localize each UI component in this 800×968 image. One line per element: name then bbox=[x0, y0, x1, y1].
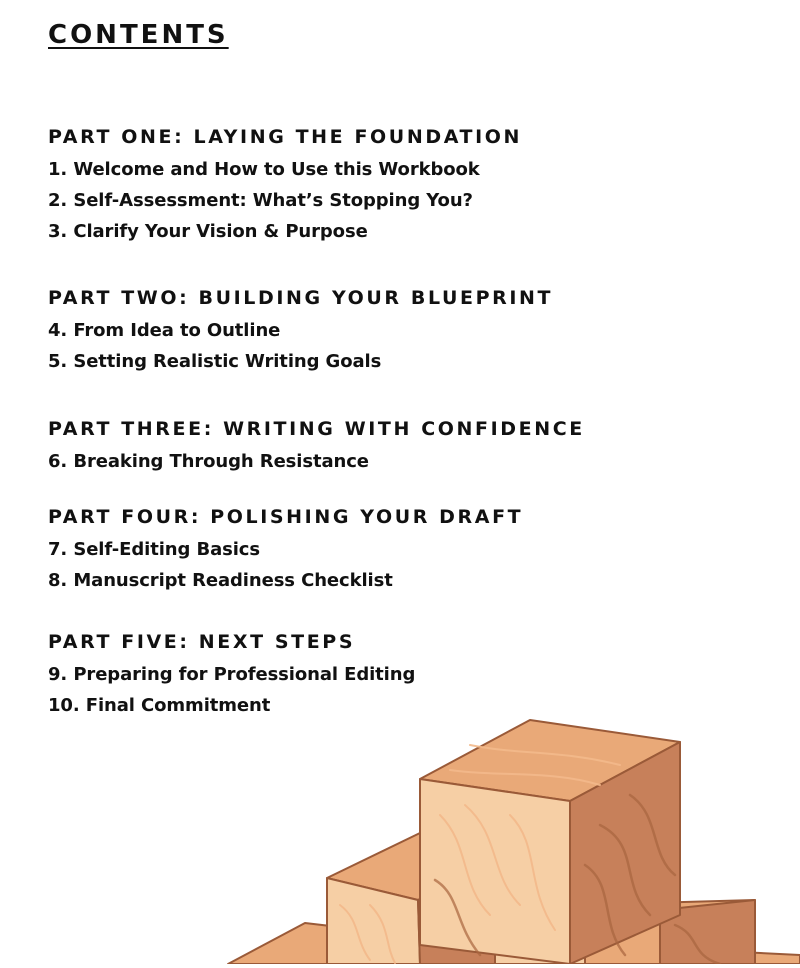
toc-item-6[interactable]: 6. Breaking Through Resistance bbox=[48, 451, 369, 472]
part-four-heading: PART FOUR: POLISHING YOUR DRAFT bbox=[48, 506, 524, 528]
toc-item-9[interactable]: 9. Preparing for Professional Editing bbox=[48, 664, 416, 685]
part-two-heading: PART TWO: BUILDING YOUR BLUEPRINT bbox=[48, 287, 554, 309]
wooden-blocks-icon bbox=[220, 715, 800, 964]
toc-item-7[interactable]: 7. Self-Editing Basics bbox=[48, 539, 260, 560]
toc-item-8[interactable]: 8. Manuscript Readiness Checklist bbox=[48, 570, 393, 591]
toc-item-4[interactable]: 4. From Idea to Outline bbox=[48, 320, 281, 341]
part-five-heading: PART FIVE: NEXT STEPS bbox=[48, 631, 356, 653]
wooden-blocks-illustration bbox=[220, 715, 800, 964]
toc-item-1[interactable]: 1. Welcome and How to Use this Workbook bbox=[48, 159, 480, 180]
toc-item-2[interactable]: 2. Self-Assessment: What’s Stopping You? bbox=[48, 190, 473, 211]
part-three-heading: PART THREE: WRITING WITH CONFIDENCE bbox=[48, 418, 585, 440]
toc-item-10[interactable]: 10. Final Commitment bbox=[48, 695, 271, 716]
page-title: CONTENTS bbox=[48, 20, 229, 50]
toc-item-5[interactable]: 5. Setting Realistic Writing Goals bbox=[48, 351, 382, 372]
toc-item-3[interactable]: 3. Clarify Your Vision & Purpose bbox=[48, 221, 368, 242]
part-one-heading: PART ONE: LAYING THE FOUNDATION bbox=[48, 126, 523, 148]
